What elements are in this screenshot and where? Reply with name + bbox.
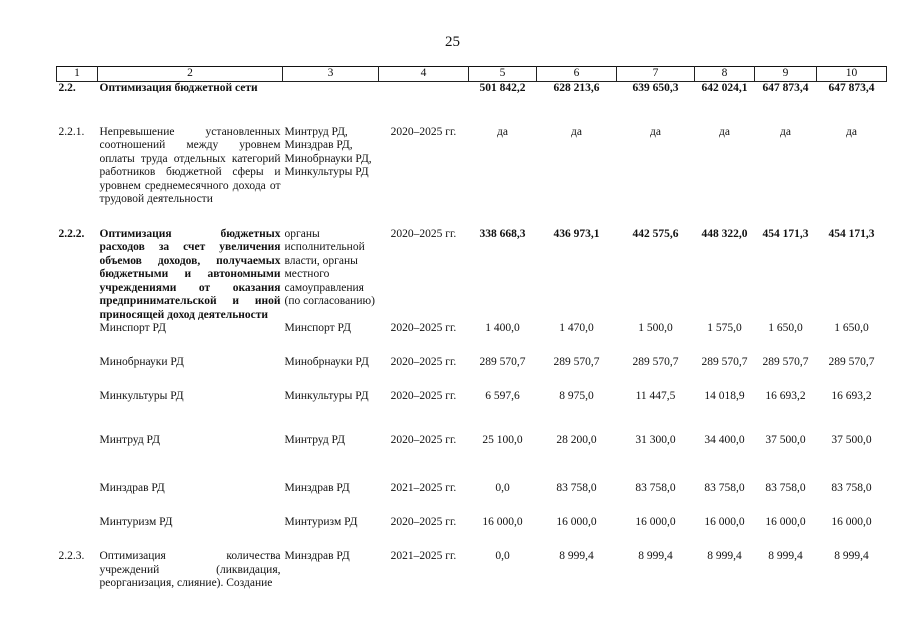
row-period: 2021–2025 гг. [390, 482, 457, 494]
table-row [57, 516, 887, 550]
column-header-3: 3 [283, 67, 379, 82]
row-value-col-5: 6 597,6 [485, 390, 520, 402]
row-value-col-10: 16 693,2 [831, 390, 872, 402]
row-executor [283, 82, 379, 126]
column-header-row [57, 67, 887, 82]
row-value-col-6: 83 758,0 [556, 482, 597, 494]
row-value-col-10: да [846, 125, 857, 138]
row-value-col-9: 83 758,0 [765, 482, 806, 494]
table-row [57, 322, 887, 356]
row-value-col-5: 25 100,0 [482, 434, 523, 446]
table-row [57, 434, 887, 482]
row-value-col-9: 454 171,3 [762, 227, 809, 240]
row-value-col-8: 34 400,0 [704, 434, 745, 446]
row-number [57, 516, 98, 550]
row-executor: Минтруд РД [284, 434, 345, 446]
row-executor: Минздрав РД [284, 482, 350, 494]
column-header-2: 2 [98, 67, 283, 82]
row-value-col-8: 8 999,4 [707, 550, 742, 562]
row-period: 2020–2025 гг. [390, 390, 457, 402]
row-value-col-5: 338 668,3 [479, 227, 526, 240]
row-value-col-6: 28 200,0 [556, 434, 597, 446]
row-value-col-10: 83 758,0 [831, 482, 872, 494]
row-executor: органы исполнительной власти, органы местного самоуправления (по согласованию) [284, 227, 375, 307]
row-number [57, 482, 98, 516]
row-value-col-6: 8 975,0 [559, 390, 594, 402]
table-row [57, 390, 887, 434]
row-value-col-7: 442 575,6 [632, 227, 679, 240]
row-value-col-8: да [719, 125, 730, 138]
row-value-col-7: 1 500,0 [638, 322, 673, 334]
column-header-9: 9 [755, 67, 817, 82]
row-value-col-6: 16 000,0 [556, 516, 597, 528]
row-number [57, 356, 98, 390]
row-value-col-6: 8 999,4 [559, 550, 594, 562]
row-period: 2021–2025 гг. [390, 550, 457, 562]
row-value-col-10: 37 500,0 [831, 434, 872, 446]
table-row [57, 126, 887, 228]
row-period: 2020–2025 гг. [390, 125, 457, 138]
row-number: 2.2.1. [58, 125, 85, 138]
row-executor: Минздрав РД [284, 550, 350, 562]
page-number: 25 [445, 34, 460, 50]
row-value-col-9: 16 693,2 [765, 390, 806, 402]
row-value-col-10: 289 570,7 [828, 356, 875, 368]
row-value-col-9: 16 000,0 [765, 516, 806, 528]
row-name: Оптимизация бюджетных расходов за счет увеличения объемов доходов, получаемых бюджетными и автономными учреждениями от оказания предпринимательской и иной приносящей доход деятельности [99, 227, 281, 321]
row-value-col-10: 454 171,3 [828, 227, 875, 240]
row-value-col-9: 289 570,7 [762, 356, 809, 368]
row-name: Оптимизация количества учреждений (ликвидация, реорганизация, слияние). Создание [99, 550, 281, 589]
row-number: 2.2. [57, 82, 98, 126]
row-value-col-7: 83 758,0 [635, 482, 676, 494]
row-name: Минобрнауки РД [99, 356, 184, 368]
row-value-col-9: 1 650,0 [768, 322, 803, 334]
row-period: 2020–2025 гг. [390, 434, 457, 446]
row-value-col-5: 16 000,0 [482, 516, 523, 528]
table-row [57, 482, 887, 516]
column-header-4: 4 [379, 67, 469, 82]
row-period: 2020–2025 гг. [390, 356, 457, 368]
row-value-col-5: 501 842,2 [469, 82, 537, 126]
row-value-col-6: 289 570,7 [553, 356, 600, 368]
row-value-col-9: 37 500,0 [765, 434, 806, 446]
column-header-7: 7 [617, 67, 695, 82]
row-value-col-6: 436 973,1 [553, 227, 600, 240]
row-value-col-5: 0,0 [495, 482, 510, 494]
row-name: Оптимизация бюджетной сети [98, 82, 283, 126]
row-value-col-5: 0,0 [495, 550, 510, 562]
row-value-col-6: да [571, 125, 582, 138]
row-value-col-10: 8 999,4 [834, 550, 869, 562]
row-period [379, 82, 469, 126]
row-value-col-9: да [780, 125, 791, 138]
row-period: 2020–2025 гг. [390, 227, 457, 240]
table-body [57, 82, 887, 609]
row-number: 2.2.3. [58, 550, 85, 562]
row-value-col-8: 289 570,7 [701, 356, 748, 368]
row-value-col-6: 628 213,6 [537, 82, 617, 126]
row-name: Минздрав РД [99, 482, 165, 494]
row-name: Непревышение установленных соотношений между уровнем оплаты труда отдельных категорий работников бюджетной сферы и уровнем среднемесячного дохода от трудовой деятельности [99, 125, 281, 205]
table-row [57, 228, 887, 323]
column-header-10: 10 [817, 67, 887, 82]
column-header-5: 5 [469, 67, 537, 82]
budget-table [56, 66, 887, 608]
row-value-col-5: да [497, 125, 508, 138]
row-name: Минкультуры РД [99, 390, 184, 402]
row-value-col-8: 16 000,0 [704, 516, 745, 528]
column-header-1: 1 [57, 67, 98, 82]
row-executor: Минтруд РД, Минздрав РД, Минобрнауки РД, Минкультуры РД [284, 125, 372, 178]
table-row [57, 356, 887, 390]
row-value-col-7: 11 447,5 [635, 390, 676, 402]
row-value-col-6: 1 470,0 [559, 322, 594, 334]
row-value-col-7: 639 650,3 [617, 82, 695, 126]
row-name: Минтруд РД [99, 434, 160, 446]
row-value-col-5: 1 400,0 [485, 322, 520, 334]
row-value-col-7: 16 000,0 [635, 516, 676, 528]
row-value-col-8: 1 575,0 [707, 322, 742, 334]
row-name: Минтуризм РД [99, 516, 173, 528]
row-executor: Минспорт РД [284, 322, 351, 334]
column-header-6: 6 [537, 67, 617, 82]
table-row [57, 82, 887, 126]
row-value-col-8: 14 018,9 [704, 390, 745, 402]
row-name: Минспорт РД [99, 322, 166, 334]
row-value-col-7: 31 300,0 [635, 434, 676, 446]
row-period: 2020–2025 гг. [390, 322, 457, 334]
table-row [57, 550, 887, 608]
row-value-col-7: 289 570,7 [632, 356, 679, 368]
row-executor: Минтуризм РД [284, 516, 358, 528]
row-value-col-9: 8 999,4 [768, 550, 803, 562]
row-value-col-10: 647 873,4 [817, 82, 887, 126]
row-number [57, 322, 98, 356]
row-value-col-5: 289 570,7 [479, 356, 526, 368]
row-number [57, 434, 98, 482]
row-value-col-10: 1 650,0 [834, 322, 869, 334]
row-number [57, 390, 98, 434]
row-value-col-8: 642 024,1 [695, 82, 755, 126]
row-value-col-9: 647 873,4 [755, 82, 817, 126]
row-number: 2.2.2. [58, 227, 85, 240]
row-executor: Минкультуры РД [284, 390, 369, 402]
row-period: 2020–2025 гг. [390, 516, 457, 528]
row-executor: Минобрнауки РД [284, 356, 369, 368]
row-value-col-8: 448 322,0 [701, 227, 748, 240]
row-value-col-7: 8 999,4 [638, 550, 673, 562]
row-value-col-10: 16 000,0 [831, 516, 872, 528]
row-value-col-8: 83 758,0 [704, 482, 745, 494]
column-header-8: 8 [695, 67, 755, 82]
row-value-col-7: да [650, 125, 661, 138]
